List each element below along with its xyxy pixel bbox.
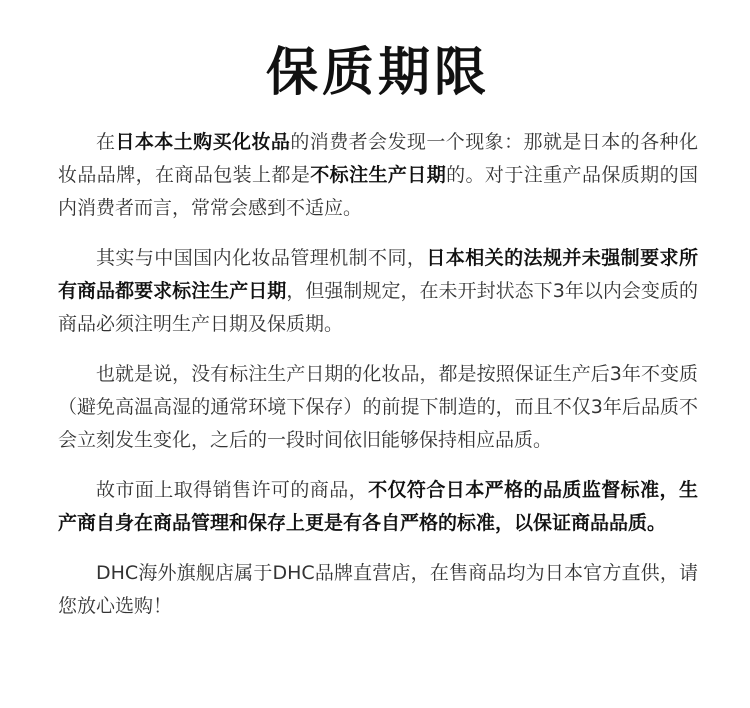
text-segment-bold: 不标注生产日期 <box>310 164 447 186</box>
paragraph-3 <box>58 358 698 457</box>
paragraph-2 <box>58 242 698 341</box>
text-segment: 在 <box>96 131 116 153</box>
text-segment-bold: 日本本土购买化妆品 <box>115 131 291 153</box>
text-segment-bold: 不仅符合日本严格的品质监督标准，生产商自身在商品管理和保存上更是有各自严格的标准，以保证商品品质。 <box>58 479 698 534</box>
text-segment: 也就是说，没有标注生产日期的化妆品，都是按照保证生产后3年不变质（避免高温高湿的通常环境下保存）的前提下制造的，而且不仅3年后品质不会立刻发生变化，之后的一段时间依旧能够保持相应品质。 <box>58 363 698 451</box>
text-segment: 故市面上取得销售许可的商品， <box>96 479 369 501</box>
text-segment: DHC海外旗舰店属于DHC品牌直营店，在售商品均为日本官方直供，请您放心选购！ <box>58 562 698 617</box>
paragraph-4 <box>58 474 698 540</box>
page-title: 保质期限 <box>265 43 490 103</box>
paragraph-5 <box>58 557 698 623</box>
text-segment: 其实与中国国内化妆品管理机制不同， <box>96 247 427 269</box>
text-segment: 的消费者会发现一个现象：那就是日本的各种化妆品品牌，在商品包装上都是 <box>58 131 698 186</box>
text-segment-bold: 日本相关的法规并未强制要求所有商品都要求标注生产日期 <box>58 247 698 302</box>
text-segment: 的。对于注重产品保质期的国内消费者而言，常常会感到不适应。 <box>58 164 698 219</box>
paragraph-1 <box>58 126 698 225</box>
text-segment: ，但强制规定，在未开封状态下3年以内会变质的商品必须注明生产日期及保质期。 <box>58 280 698 335</box>
